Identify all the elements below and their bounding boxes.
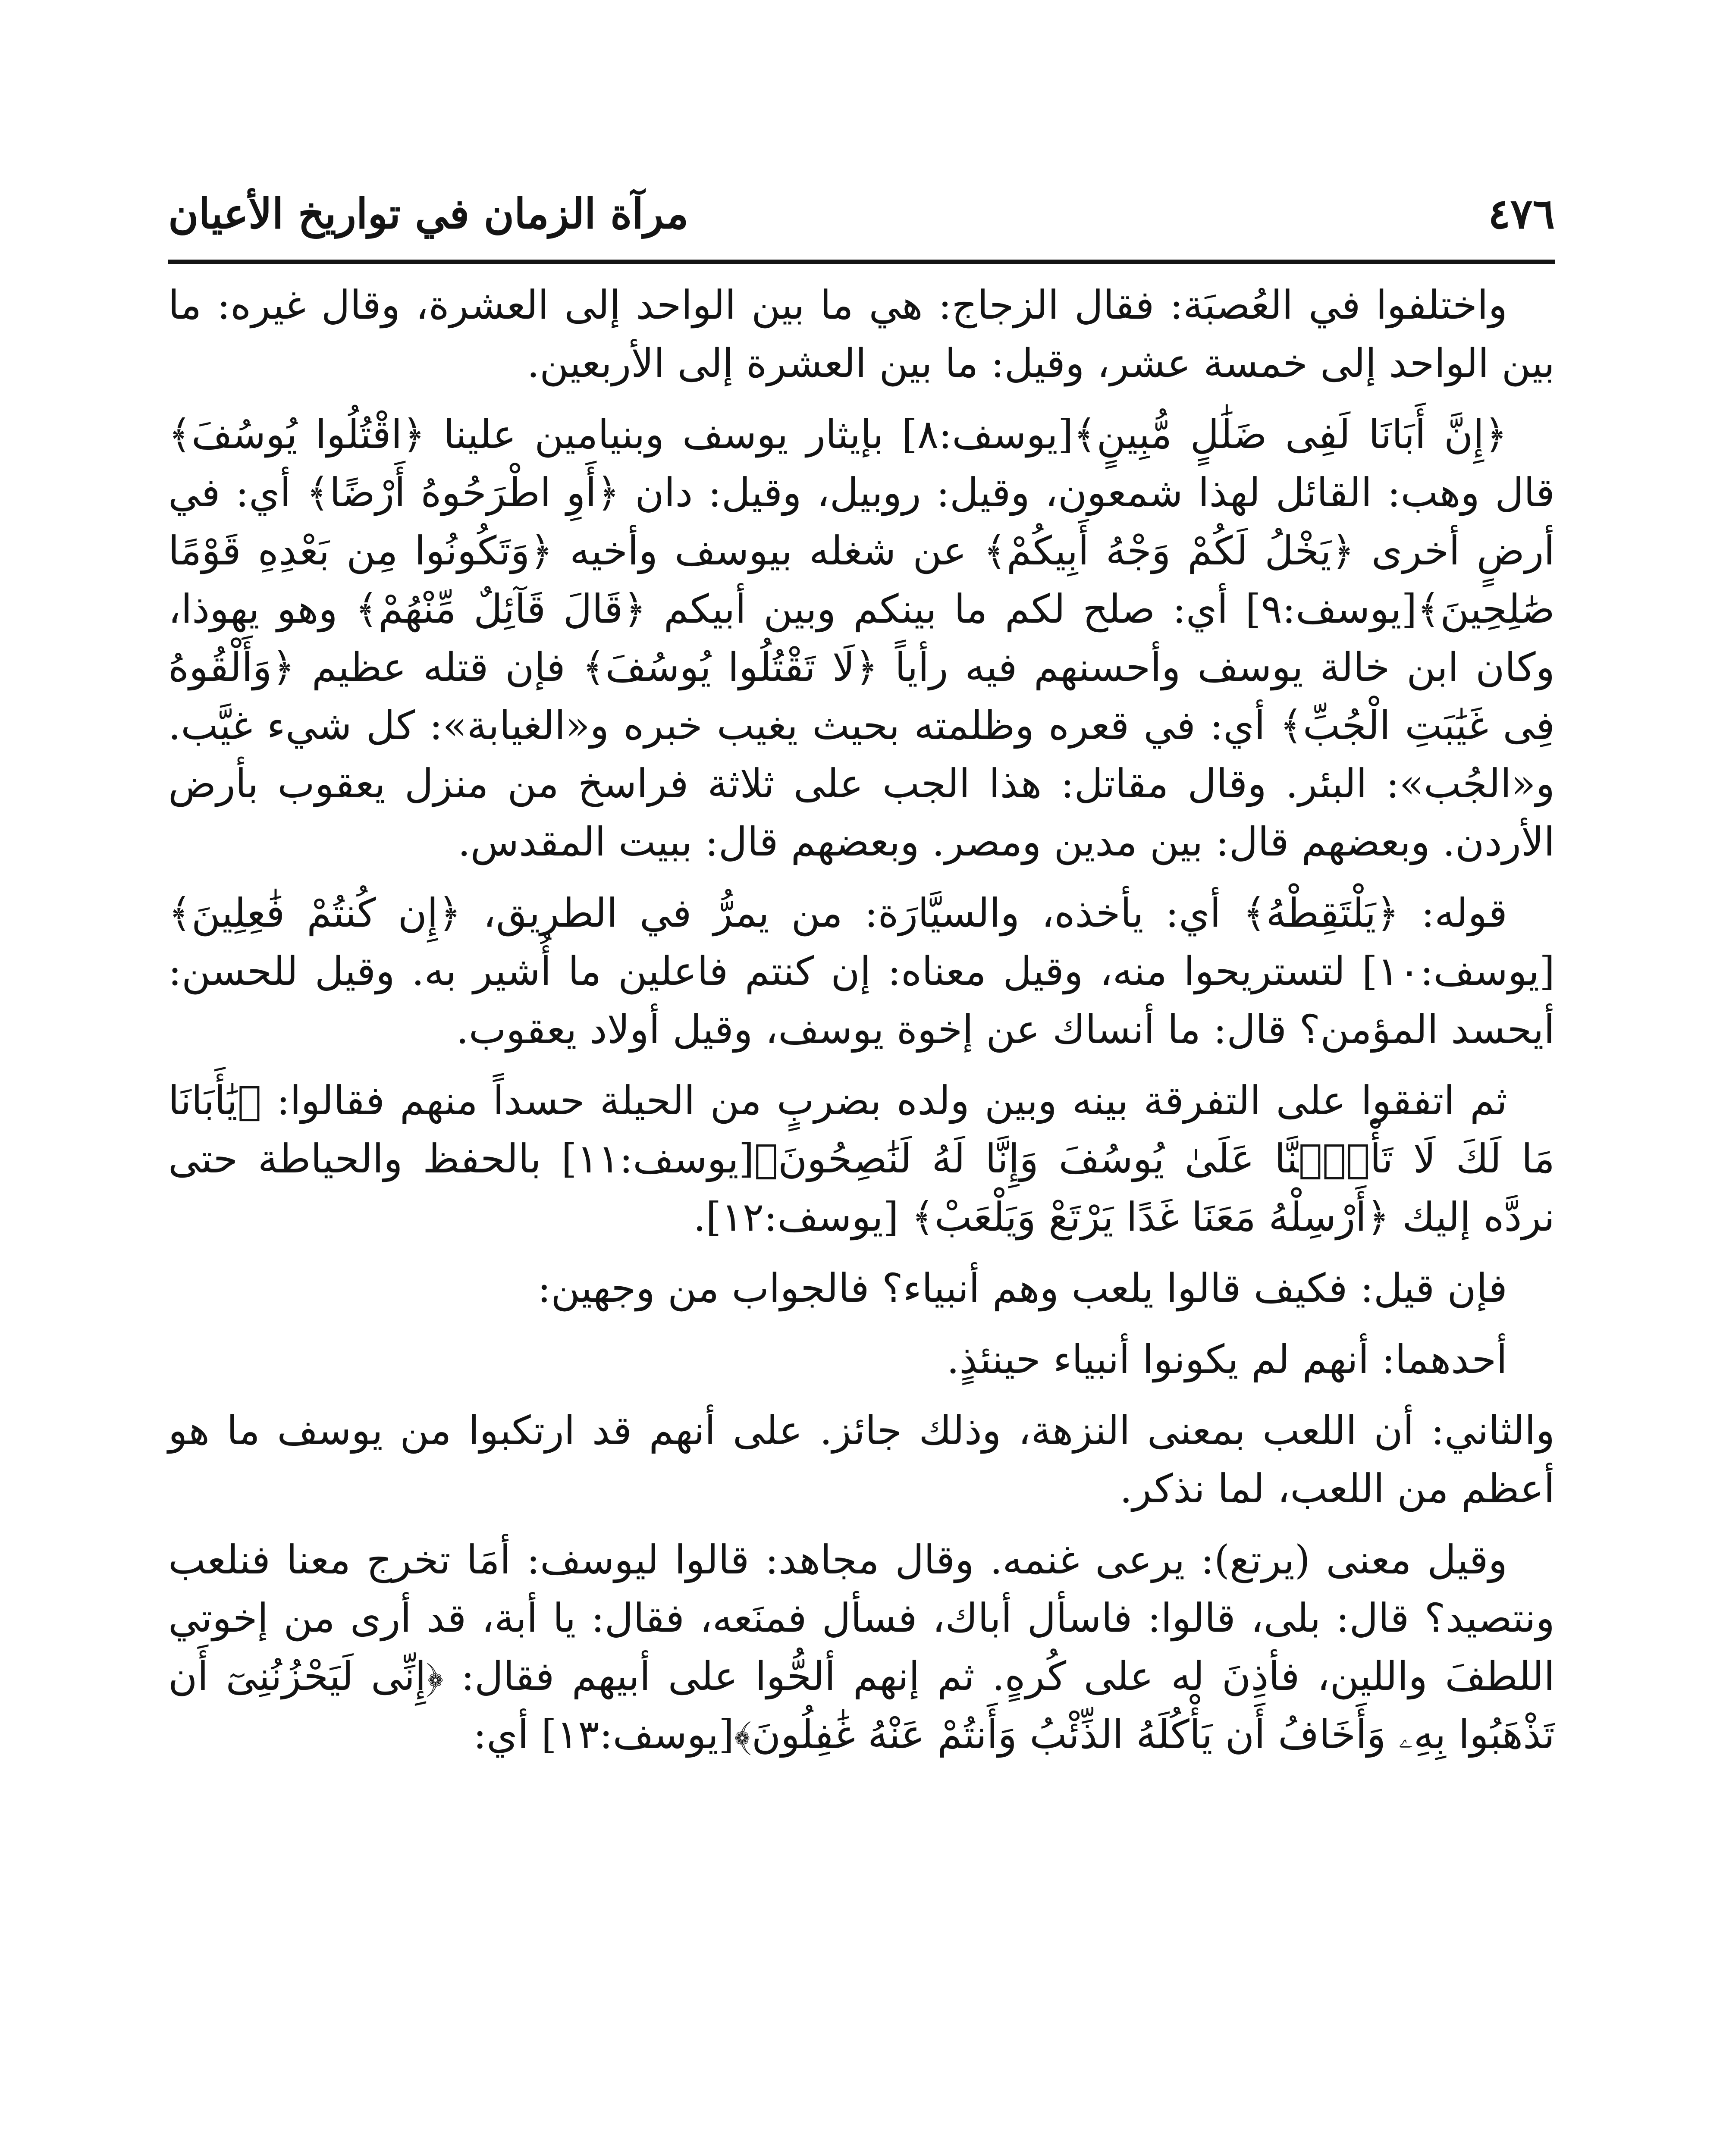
page-number: ٤٧٦: [1488, 189, 1555, 238]
paragraph-8: وقيل معنى (يرتع): يرعى غنمه. وقال مجاهد: قالوا ليوسف: أمَا تخرج معنا فنلعب ونتصيد؟ قال: بلى، قالوا: فاسأل أباك، فسأل فمنَعه، فقال: يا أبة، قد أرى من إخوتي اللطفَ واللين، فأذِنَ له على كُرهٍ. ثم إنهم ألحُّوا على أبيهم فقال: ﴿إِنِّى لَيَحْزُنُنِىٓ أَن تَذْهَبُوا بِهِۦ وَأَخَافُ أَن يَأْكُلَهُ الذِّئْبُ وَأَنتُمْ عَنْهُ غَٰفِلُونَ﴾[يوسف:١٣] أي:: [168, 1537, 1555, 1758]
paragraph-7: والثاني: أن اللعب بمعنى النزهة، وذلك جائز. على أنهم قد ارتكبوا من يوسف ما هو أعظم من اللعب، لما نذكر.: [168, 1407, 1555, 1512]
paragraph-2: ﴿إِنَّ أَبَانَا لَفِى ضَلَٰلٍ مُّبِينٍ﴾[يوسف:٨] بإيثار يوسف وبنيامين علينا ﴿اقْتُلُوا يُوسُفَ﴾ قال وهب: القائل لهذا شمعون، وقيل: روبيل، وقيل: دان ﴿أَوِ اطْرَحُوهُ أَرْضًا﴾ أي: في أرضٍ أخرى ﴿يَخْلُ لَكُمْ وَجْهُ أَبِيكُمْ﴾ عن شغله بيوسف وأخيه ﴿وَتَكُونُوا مِن بَعْدِهِ قَوْمًا صَٰلِحِينَ﴾[يوسف:٩] أي: صلح لكم ما بينكم وبين أبيكم ﴿قَالَ قَآئِلٌ مِّنْهُمْ﴾ وهو يهوذا، وكان ابن خالة يوسف وأحسنهم فيه رأياً ﴿لَا تَقْتُلُوا يُوسُفَ﴾ فإن قتله عظيم ﴿وَأَلْقُوهُ فِى غَيَٰبَتِ الْجُبِّ﴾ أي: في قعره وظلمته بحيث يغيب خبره و«الغيابة»: كل شيء غيَّب. و«الجُب»: البئر. وقال مقاتل: هذا الجب على ثلاثة فراسخ من منزل يعقوب بأرض الأردن. وبعضهم قال: بين مدين ومصر. وبعضهم قال: ببيت المقدس.: [168, 411, 1555, 865]
paragraph-4: ثم اتفقوا على التفرقة بينه وبين ولده بضربٍ من الحيلة حسداً منهم فقالوا: ﴿يَٰأَبَانَا مَا لَكَ لَا تَأْمَ۫نَّا عَلَىٰ يُوسُفَ وَإِنَّا لَهُ لَنَٰصِحُونَ﴾[يوسف:١١] بالحفظ والحياطة حتى نردَّه إليك ﴿أَرْسِلْهُ مَعَنَا غَدًا يَرْتَعْ وَيَلْعَبْ﴾ [يوسف:١٢].: [168, 1078, 1555, 1240]
paragraph-1: واختلفوا في العُصبَة: فقال الزجاج: هي ما بين الواحد إلى العشرة، وقال غيره: ما بين الواحد إلى خمسة عشر، وقيل: ما بين العشرة إلى الأربعين.: [168, 282, 1555, 386]
paragraph-3: قوله: ﴿يَلْتَقِطْهُ﴾ أي: يأخذه، والسيَّارَة: من يمرُّ في الطريق، ﴿إِن كُنتُمْ فَٰعِلِينَ﴾[يوسف:١٠] لتستريحوا منه، وقيل معناه: إن كنتم فاعلين ما أُشير به. وقيل للحسن: أيحسد المؤمن؟ قال: ما أنساك عن إخوة يوسف، وقيل أولاد يعقوب.: [168, 890, 1555, 1053]
paragraph-6: أحدهما: أنهم لم يكونوا أنبياء حينئذٍ.: [946, 1336, 1507, 1382]
paragraph-5: فإن قيل: فكيف قالوا يلعب وهم أنبياء؟ فالجواب من وجهين:: [537, 1265, 1507, 1311]
header-rule: [168, 260, 1555, 264]
page-body: [168, 276, 1555, 1777]
page-header: [168, 172, 1555, 263]
book-title: مرآة الزمان في تواريخ الأعيان: [168, 189, 689, 238]
